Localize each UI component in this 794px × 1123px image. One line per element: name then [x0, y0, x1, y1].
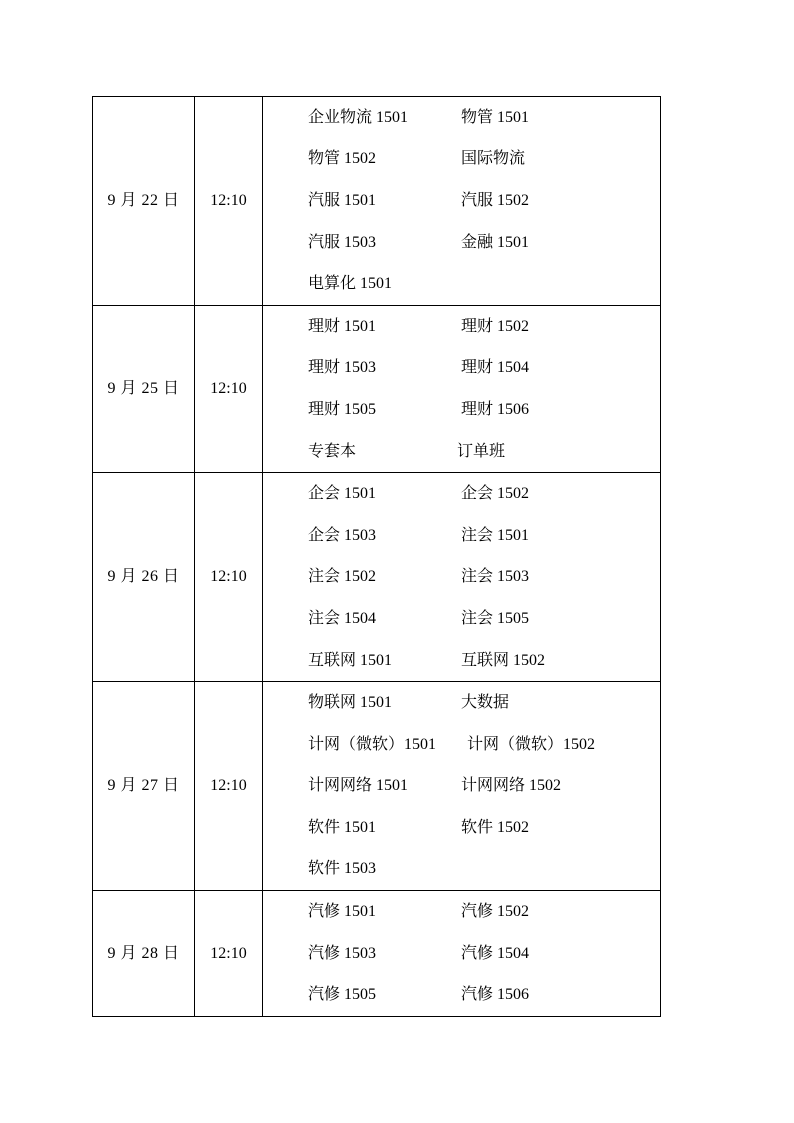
class-name: 软件 1503	[308, 860, 377, 878]
class-line	[263, 849, 660, 891]
classes-cell	[263, 473, 661, 682]
class-name: 专套本	[308, 442, 357, 460]
class-line	[263, 222, 660, 264]
class-name: 订单班	[457, 442, 506, 460]
class-name: 电算化 1501	[308, 275, 393, 293]
class-name: 金融 1501	[461, 233, 530, 251]
class-line	[263, 891, 660, 933]
class-line	[263, 306, 660, 348]
class-name: 汽修 1501	[308, 903, 377, 921]
class-line	[263, 473, 660, 515]
class-line	[263, 724, 660, 766]
class-name: 注会 1503	[461, 568, 530, 586]
class-name: 理财 1501	[308, 317, 377, 335]
class-name: 企会 1503	[308, 526, 377, 544]
time-cell: 12:10	[195, 473, 263, 682]
class-name: 软件 1502	[461, 818, 530, 836]
class-name: 企业物流 1501	[308, 108, 409, 126]
class-line	[263, 348, 660, 390]
class-line	[263, 807, 660, 849]
date-cell: 9 月 22 日	[93, 97, 195, 306]
date-cell: 9 月 26 日	[93, 473, 195, 682]
date-cell: 9 月 27 日	[93, 682, 195, 891]
class-name: 理财 1506	[461, 400, 530, 418]
class-line	[263, 263, 660, 305]
class-name: 注会 1504	[308, 609, 377, 627]
class-name: 企会 1502	[461, 485, 530, 503]
table-row	[93, 891, 661, 1017]
class-name: 物管 1502	[308, 150, 377, 168]
class-line	[263, 557, 660, 599]
class-line	[263, 766, 660, 808]
class-line	[263, 97, 660, 139]
class-name: 理财 1502	[461, 317, 530, 335]
class-name: 计网（微软）1502	[467, 735, 596, 753]
class-name: 汽服 1503	[308, 233, 377, 251]
class-name: 互联网 1502	[461, 651, 546, 669]
class-line	[263, 598, 660, 640]
class-name: 理财 1503	[308, 359, 377, 377]
class-line	[263, 180, 660, 222]
schedule-table	[92, 96, 661, 1017]
class-name: 物联网 1501	[308, 694, 393, 712]
class-name: 汽修 1505	[308, 986, 377, 1004]
class-name: 注会 1505	[461, 609, 530, 627]
class-name: 汽修 1503	[308, 944, 377, 962]
class-name: 国际物流	[461, 150, 526, 168]
class-name: 软件 1501	[308, 818, 377, 836]
classes-cell	[263, 305, 661, 472]
date-cell: 9 月 28 日	[93, 891, 195, 1017]
table-row	[93, 97, 661, 306]
class-name: 汽修 1502	[461, 903, 530, 921]
class-name: 汽服 1502	[461, 191, 530, 209]
class-line	[263, 389, 660, 431]
class-line	[263, 974, 660, 1016]
time-cell: 12:10	[195, 682, 263, 891]
class-name: 汽修 1504	[461, 944, 530, 962]
class-name: 企会 1501	[308, 485, 377, 503]
time-cell: 12:10	[195, 305, 263, 472]
class-line	[263, 682, 660, 724]
time-cell: 12:10	[195, 97, 263, 306]
table-row	[93, 682, 661, 891]
class-name: 计网网络 1501	[308, 777, 409, 795]
class-name: 注会 1502	[308, 568, 377, 586]
class-name: 互联网 1501	[308, 651, 393, 669]
classes-cell	[263, 682, 661, 891]
class-name: 大数据	[461, 694, 510, 712]
table-row	[93, 305, 661, 472]
class-name: 注会 1501	[461, 526, 530, 544]
class-name: 理财 1505	[308, 400, 377, 418]
class-line	[263, 139, 660, 181]
class-name: 物管 1501	[461, 108, 530, 126]
class-line	[263, 431, 660, 473]
class-line	[263, 640, 660, 682]
date-cell: 9 月 25 日	[93, 305, 195, 472]
classes-cell	[263, 97, 661, 306]
class-name: 理财 1504	[461, 359, 530, 377]
classes-cell	[263, 891, 661, 1017]
class-name: 汽服 1501	[308, 191, 377, 209]
table-row	[93, 473, 661, 682]
class-line	[263, 515, 660, 557]
time-cell: 12:10	[195, 891, 263, 1017]
class-line	[263, 933, 660, 975]
class-name: 汽修 1506	[461, 986, 530, 1004]
class-name: 计网（微软）1501	[308, 735, 437, 753]
class-name: 计网网络 1502	[461, 777, 562, 795]
